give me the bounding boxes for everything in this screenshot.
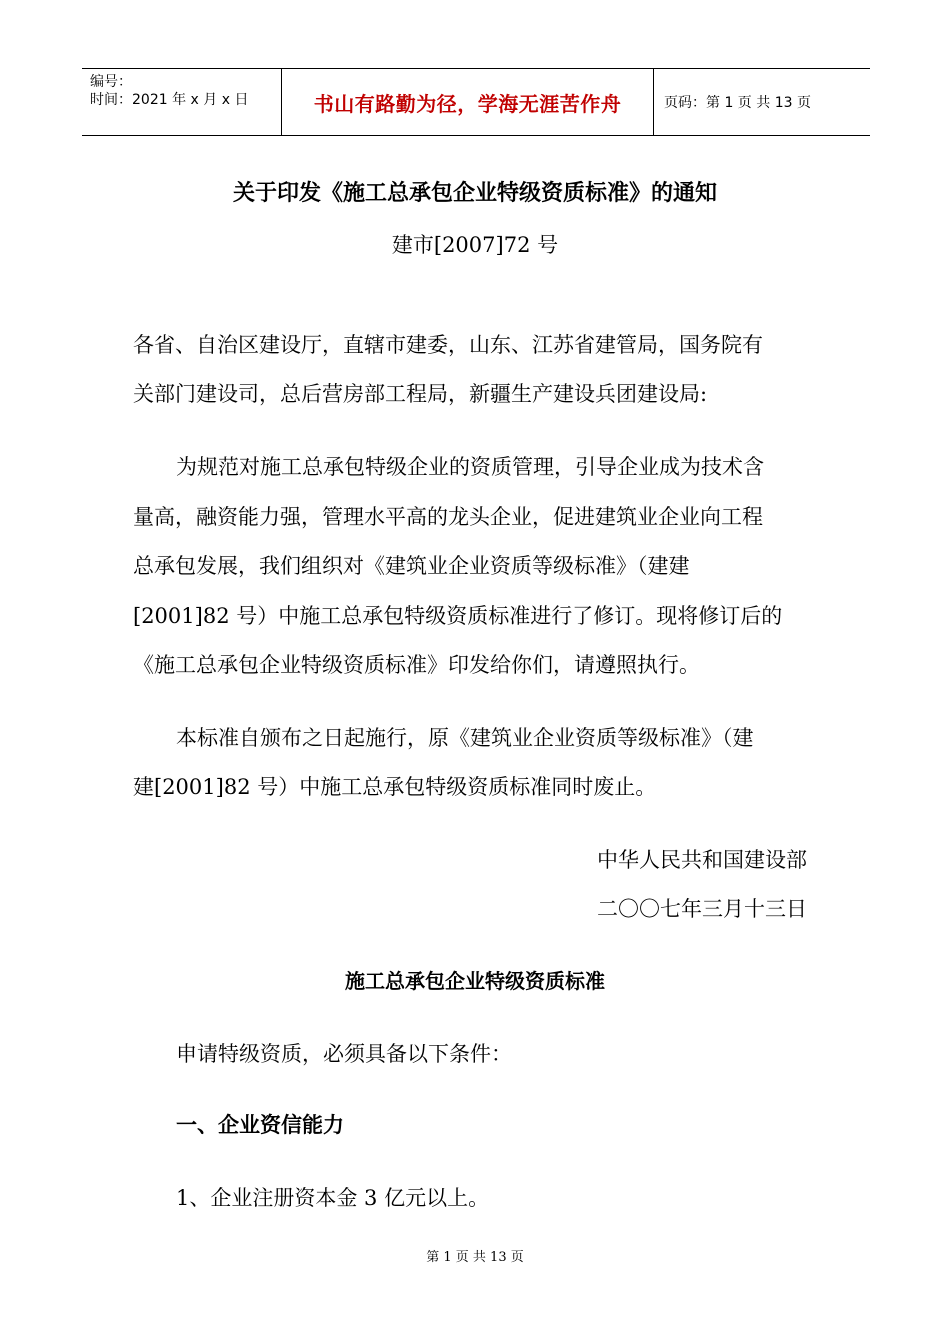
time-label: 时间：2021 年 x 月 x 日 <box>90 92 249 108</box>
document-title: 关于印发《施工总承包企业特级资质标准》的通知 <box>232 180 717 206</box>
header-motto: 书山有路勤为径，学海无涯苦作舟 <box>282 69 654 135</box>
paragraph-2-line-2: 建[2001]82 号）中施工总承包特级资质标准同时废止。 <box>133 775 657 799</box>
number-label: 编号： <box>90 74 132 90</box>
paragraph-1-line-2: 量高，融资能力强，管理水平高的龙头企业，促进建筑业企业向工程 <box>133 505 763 529</box>
intro-line: 申请特级资质，必须具备以下条件： <box>176 1042 512 1066</box>
item-1: 1、企业注册资本金 3 亿元以上。 <box>176 1186 490 1210</box>
header-page-info: 页码：第 1 页 共 13 页 <box>664 95 811 111</box>
addressee-line-2: 关部门建设司，总后营房部工程局，新疆生产建设兵团建设局: <box>133 382 708 406</box>
section-1-heading: 一、企业资信能力 <box>176 1112 344 1137</box>
paragraph-1-line-5: 《施工总承包企业特级资质标准》印发给你们，请遵照执行。 <box>133 653 700 677</box>
header-table <box>82 68 870 136</box>
page-footer: 第 1 页 共 13 页 <box>426 1250 524 1265</box>
header-meta-cell <box>82 69 282 135</box>
paragraph-1-line-1: 为规范对施工总承包特级企业的资质管理，引导企业成为技术含 <box>176 455 764 479</box>
addressee-line-1: 各省、自治区建设厅，直辖市建委，山东、江苏省建管局，国务院有 <box>133 333 763 357</box>
document-number: 建市[2007]72 号 <box>391 233 559 257</box>
signature-date: 二〇〇七年三月十三日 <box>597 897 807 921</box>
paragraph-1-line-4: [2001]82 号）中施工总承包特级资质标准进行了修订。现将修订后的 <box>133 604 783 628</box>
paragraph-2-line-1: 本标准自颁布之日起施行，原《建筑业企业资质等级标准》（建 <box>176 726 754 750</box>
paragraph-1-line-3: 总承包发展，我们组织对《建筑业企业资质等级标准》（建建 <box>133 554 690 578</box>
signature-organization: 中华人民共和国建设部 <box>597 848 807 872</box>
standard-subtitle: 施工总承包企业特级资质标准 <box>345 969 605 993</box>
